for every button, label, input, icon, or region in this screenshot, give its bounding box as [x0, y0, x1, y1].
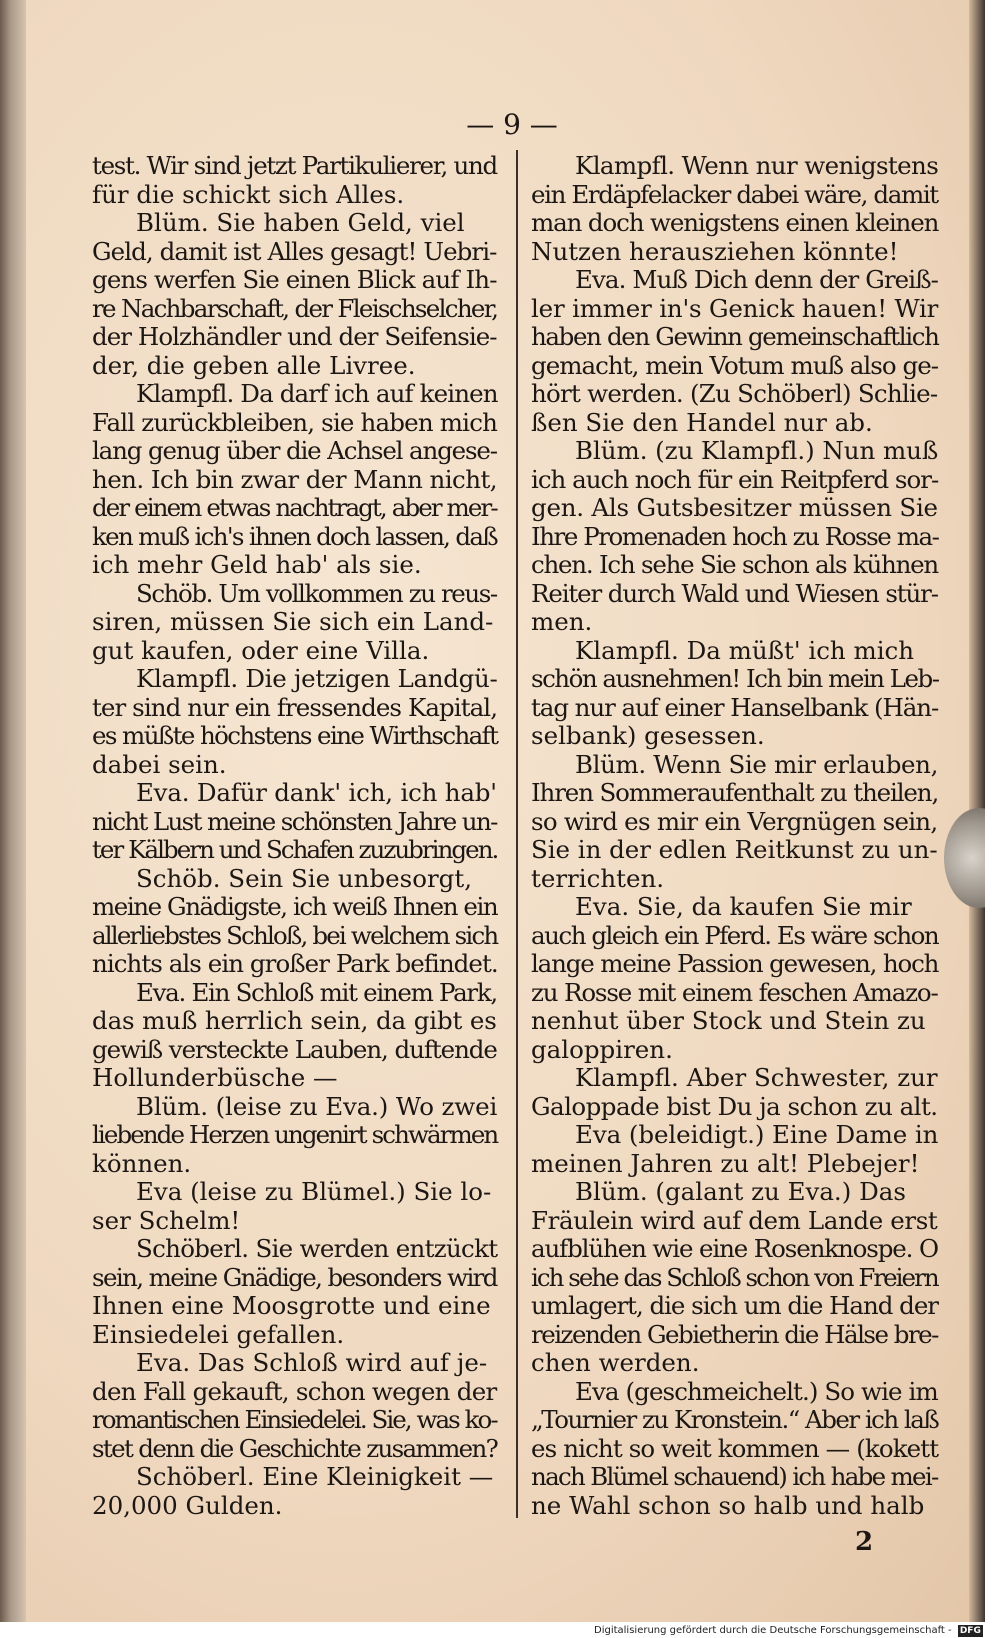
text-line: ne Wahl schon so halb und halb: [531, 1490, 925, 1520]
text-line: man doch wenigstens einen kleinen: [531, 208, 939, 237]
digitization-footer: [594, 1624, 1000, 1638]
text-line: Eva. Dafür dank' ich, ich hab': [136, 778, 497, 807]
text-line: gemacht, mein Votum muß also ge-: [531, 350, 939, 380]
text-line: Geld, damit ist Alles gesagt! Uebri-: [92, 236, 497, 266]
text-line: liebende Herzen ungenirt schwärmen: [92, 1120, 498, 1149]
text-line: Eva. Sie, da kaufen Sie mir: [575, 892, 912, 921]
text-line: hört werden. (Zu Schöberl) Schlie-: [531, 379, 938, 408]
text-line: Schöberl. Eine Kleinigkeit —: [136, 1462, 494, 1491]
signature-mark: 2: [855, 1527, 874, 1557]
text-line: stet denn die Geschichte zusammen?: [92, 1433, 498, 1463]
text-line: Eva (beleidigt.) Eine Dame in: [575, 1120, 939, 1149]
text-line: ßen Sie den Handel nur ab.: [531, 407, 873, 437]
text-line: der Holzhändler und der Seifensie-: [92, 322, 497, 351]
text-line: ter sind nur ein fressendes Kapital,: [92, 692, 498, 722]
text-line: Einsiedelei gefallen.: [92, 1319, 345, 1349]
text-line: ich mehr Geld hab' als sie.: [92, 550, 422, 579]
text-line: gens werfen Sie einen Blick auf Ih-: [92, 265, 497, 294]
text-line: re Nachbarschaft, der Fleischselcher,: [92, 293, 498, 323]
text-line: Schöb. Sein Sie unbesorgt,: [136, 863, 472, 893]
text-line: zu Rosse mit einem feschen Amazo-: [531, 977, 938, 1007]
text-line: der einem etwas nachtragt, aber mer-: [92, 493, 497, 522]
text-line: romantischen Einsiedelei. Sie, was ko-: [92, 1405, 497, 1434]
footer-text: Digitalisierung gefördert durch die Deutsche Forschungsgemeinschaft -: [594, 1625, 952, 1636]
text-line: dabei sein.: [92, 749, 227, 779]
text-line: lang genug über die Achsel angese-: [92, 436, 497, 465]
text-line: ter Kälbern und Schafen zuzubringen.: [92, 835, 498, 864]
text-line: allerliebstes Schloß, bei welchem sich: [92, 920, 498, 950]
text-line: Blüm. (zu Klampfl.) Nun muß: [575, 436, 939, 465]
text-line: Ihnen eine Moosgrotte und eine: [92, 1291, 491, 1320]
text-line: nicht Lust meine schönsten Jahre un-: [92, 806, 497, 836]
text-line: Eva. Muß Dich denn der Greiß-: [575, 265, 939, 294]
text-line: Fall zurückbleiben, sie haben mich: [92, 407, 498, 437]
text-line: terrichten.: [531, 863, 665, 893]
text-line: ler immer in's Genick hauen! Wir: [531, 293, 939, 323]
text-line: lange meine Passion gewesen, hoch: [531, 949, 939, 978]
text-line: 20,000 Gulden.: [92, 1490, 283, 1520]
text-line: der, die geben alle Livree.: [92, 350, 416, 380]
text-line: Blüm. (leise zu Eva.) Wo zwei: [136, 1091, 498, 1121]
text-line: ein Erdäpfelacker dabei wäre, damit: [531, 179, 938, 209]
text-line: Klampfl. Aber Schwester, zur: [575, 1063, 938, 1092]
book-binding: [0, 0, 26, 1622]
text-line: aufblühen wie eine Rosenknospe. O: [531, 1234, 938, 1263]
text-line: auch gleich ein Pferd. Es wäre schon: [531, 920, 939, 950]
text-line: ken muß ich's ihnen doch lassen, daß: [92, 521, 497, 551]
text-line: ser Schelm!: [92, 1205, 241, 1235]
text-line: nichts als ein großer Park befindet.: [92, 949, 498, 978]
text-line: siren, müssen Sie sich ein Land-: [92, 607, 494, 636]
text-line: meine Gnädigste, ich weiß Ihnen ein: [92, 892, 498, 921]
right-text-column: [531, 152, 938, 1520]
text-line: den Fall gekauft, schon wegen der: [92, 1376, 497, 1406]
text-line: nenhut über Stock und Stein zu: [531, 1006, 926, 1035]
text-line: chen werden.: [531, 1348, 700, 1377]
text-line: Klampfl. Die jetzigen Landgü-: [136, 664, 498, 693]
text-line: Nutzen herausziehen könnte!: [531, 236, 899, 266]
text-line: Galoppade bist Du ja schon zu alt.: [531, 1091, 938, 1121]
text-line: Fräulein wird auf dem Lande erst: [531, 1205, 938, 1235]
text-line: es nicht so weit kommen — (kokett: [531, 1433, 939, 1463]
text-line: gut kaufen, oder eine Villa.: [92, 635, 430, 665]
text-line: das muß herrlich sein, da gibt es: [92, 1006, 497, 1035]
text-line: Klampfl. Da müßt' ich mich: [575, 635, 915, 665]
text-line: tag nur auf einer Hanselbank (Hän-: [531, 692, 939, 722]
thumb-index-tab: [944, 808, 985, 908]
text-line: ich sehe das Schloß schon von Freiern: [531, 1262, 938, 1292]
text-line: Eva. Ein Schloß mit einem Park,: [136, 977, 497, 1007]
dfg-logo: DFG: [959, 1626, 981, 1636]
text-line: hen. Ich bin zwar der Mann nicht,: [92, 464, 497, 494]
text-line: Blüm. Sie haben Geld, viel: [136, 208, 465, 237]
text-line: es müßte höchstens eine Wirthschaft: [92, 721, 498, 750]
text-line: Reiter durch Wald und Wiesen stür-: [531, 578, 938, 608]
text-line: umlagert, die sich um die Hand der: [531, 1291, 938, 1320]
text-line: ich auch noch für ein Reitpferd sor-: [531, 464, 939, 494]
text-line: für die schickt sich Alles.: [92, 179, 405, 209]
text-line: men.: [531, 607, 593, 636]
text-line: reizenden Gebietherin die Hälse bre-: [531, 1319, 938, 1349]
text-line: haben den Gewinn gemeinschaftlich: [531, 322, 939, 351]
page-number: — 9 —: [466, 108, 558, 141]
text-line: nach Blümel schauend) ich habe mei-: [531, 1462, 938, 1491]
text-line: Schöb. Um vollkommen zu reus-: [136, 578, 497, 608]
text-line: Eva. Das Schloß wird auf je-: [136, 1348, 488, 1377]
text-line: schön ausnehmen! Ich bin mein Leb-: [531, 664, 939, 693]
text-line: Blüm. (galant zu Eva.) Das: [575, 1177, 906, 1206]
text-line: Ihren Sommeraufenthalt zu theilen,: [531, 778, 939, 807]
text-line: „Tournier zu Kronstein.“ Aber ich laß: [531, 1405, 939, 1434]
text-line: können.: [92, 1148, 192, 1178]
text-line: Schöberl. Sie werden entzückt: [136, 1234, 498, 1263]
text-line: Eva (geschmeichelt.) So wie im: [575, 1376, 938, 1406]
text-line: Klampfl. Da darf ich auf keinen: [136, 379, 498, 408]
left-text-column: [92, 152, 497, 1520]
text-line: gen. Als Gutsbesitzer müssen Sie: [531, 493, 938, 522]
text-line: Sie in der edlen Reitkunst zu un-: [531, 835, 938, 864]
text-line: galoppiren.: [531, 1034, 673, 1064]
text-line: gewiß versteckte Lauben, duftende: [92, 1034, 497, 1064]
text-line: selbank) gesessen.: [531, 721, 765, 750]
text-line: sein, meine Gnädige, besonders wird: [92, 1262, 497, 1292]
text-line: meinen Jahren zu alt! Plebejer!: [531, 1148, 920, 1178]
text-line: Hollunderbüsche —: [92, 1063, 338, 1092]
text-line: so wird es mir ein Vergnügen sein,: [531, 806, 938, 836]
text-line: chen. Ich sehe Sie schon als kühnen: [531, 550, 938, 579]
column-divider: [516, 150, 518, 1518]
text-line: Ihre Promenaden hoch zu Rosse ma-: [531, 521, 939, 551]
text-line: test. Wir sind jetzt Partikulierer, und: [92, 151, 497, 180]
text-line: Eva (leise zu Blümel.) Sie lo-: [136, 1177, 492, 1206]
text-line: Blüm. Wenn Sie mir erlauben,: [575, 749, 939, 779]
text-line: Klampfl. Wenn nur wenigstens: [575, 151, 939, 180]
